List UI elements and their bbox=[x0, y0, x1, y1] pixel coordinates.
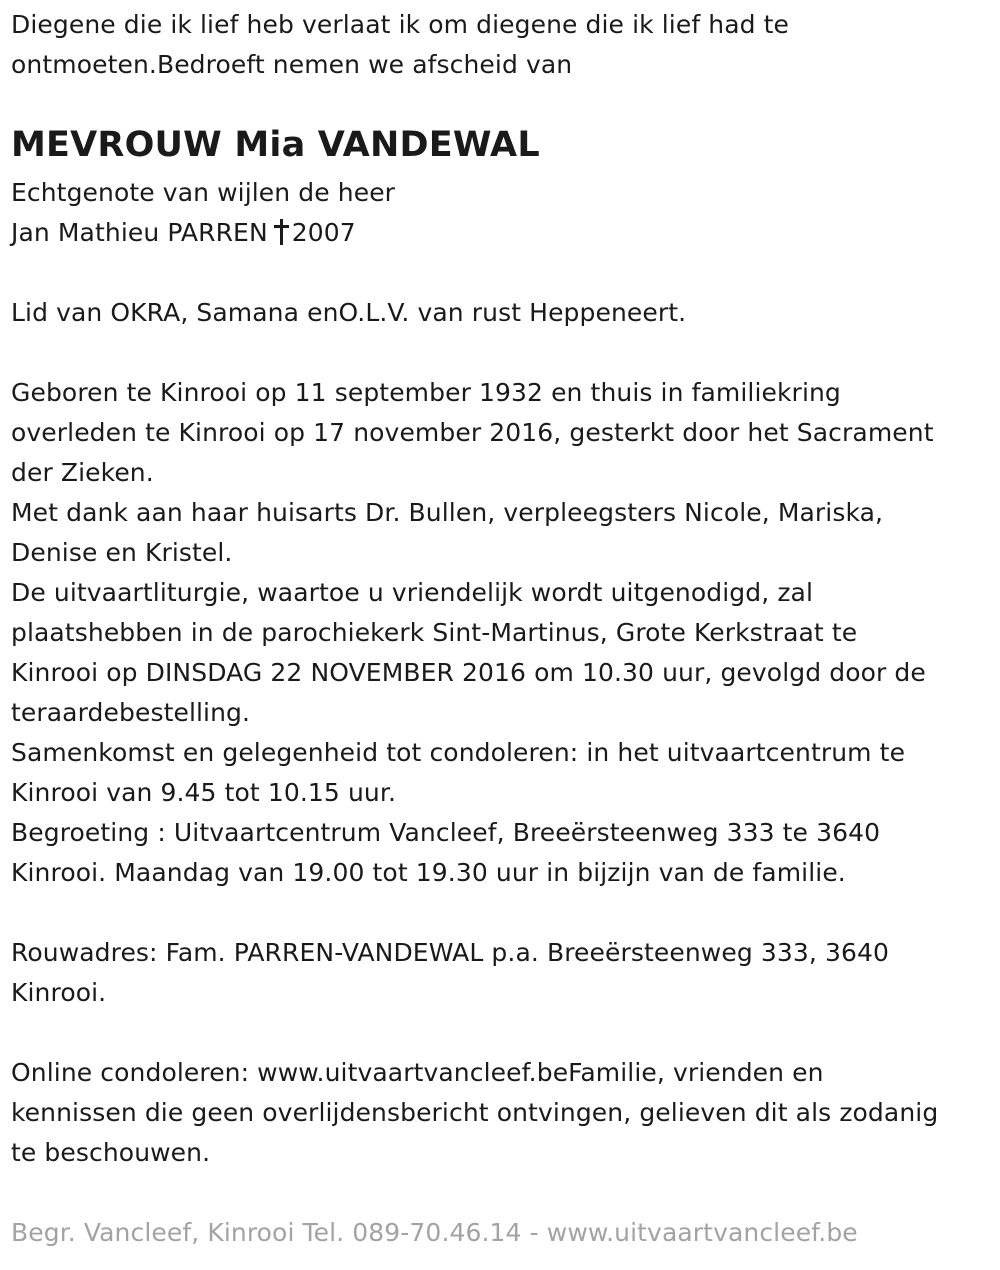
body-line: plaatshebben in de parochiekerk Sint-Martinus, Grote Kerkstraat te bbox=[11, 618, 858, 647]
body-line: Begroeting : Uitvaartcentrum Vancleef, Breeërsteenweg 333 te 3640 bbox=[11, 818, 881, 847]
body-line: Denise en Kristel. bbox=[11, 538, 233, 567]
body-line: Samenkomst en gelegenheid tot condoleren: in het uitvaartcentrum te bbox=[11, 738, 906, 767]
body-line: Kinrooi van 9.45 tot 10.15 uur. bbox=[11, 778, 396, 807]
spouse-name: Jan Mathieu PARREN bbox=[11, 218, 268, 247]
latin-cross-icon bbox=[274, 219, 288, 245]
intro-line-2: ontmoeten.Bedroeft nemen we afscheid van bbox=[11, 50, 573, 79]
online-condolence-line-3: te beschouwen. bbox=[11, 1138, 211, 1167]
membership-line: Lid van OKRA, Samana enO.L.V. van rust Heppeneert. bbox=[11, 298, 687, 327]
spouse-death-year: 2007 bbox=[291, 218, 356, 247]
body-line: overleden te Kinrooi op 17 november 2016, gesterkt door het Sacrament bbox=[11, 418, 934, 447]
body-line: teraardebestelling. bbox=[11, 698, 251, 727]
body-line: Geboren te Kinrooi op 11 september 1932 en thuis in familiekring bbox=[11, 378, 841, 407]
intro-line-1: Diegene die ik lief heb verlaat ik om diegene die ik lief had te bbox=[11, 10, 790, 39]
spouse-line-1: Echtgenote van wijlen de heer bbox=[11, 178, 396, 207]
mourning-address-line-1: Rouwadres: Fam. PARREN-VANDEWAL p.a. Breeërsteenweg 333, 3640 bbox=[11, 938, 889, 967]
body-line: Met dank aan haar huisarts Dr. Bullen, verpleegsters Nicole, Mariska, bbox=[11, 498, 884, 527]
online-condolence-line-1: Online condoleren: www.uitvaartvancleef.beFamilie, vrienden en bbox=[11, 1058, 824, 1087]
body-line: De uitvaartliturgie, waartoe u vriendelijk wordt uitgenodigd, zal bbox=[11, 578, 814, 607]
spouse-line-2 bbox=[11, 213, 356, 253]
mourning-address-line-2: Kinrooi. bbox=[11, 978, 107, 1007]
body-line: der Zieken. bbox=[11, 458, 154, 487]
funeral-home-footer: Begr. Vancleef, Kinrooi Tel. 089-70.46.14 - www.uitvaartvancleef.be bbox=[11, 1218, 858, 1247]
deceased-name: MEVROUW Mia VANDEWAL bbox=[11, 125, 540, 165]
online-condolence-line-2: kennissen die geen overlijdensbericht ontvingen, gelieven dit als zodanig bbox=[11, 1098, 939, 1127]
body-line: Kinrooi. Maandag van 19.00 tot 19.30 uur in bijzijn van de familie. bbox=[11, 858, 846, 887]
body-line: Kinrooi op DINSDAG 22 NOVEMBER 2016 om 10.30 uur, gevolgd door de bbox=[11, 658, 926, 687]
